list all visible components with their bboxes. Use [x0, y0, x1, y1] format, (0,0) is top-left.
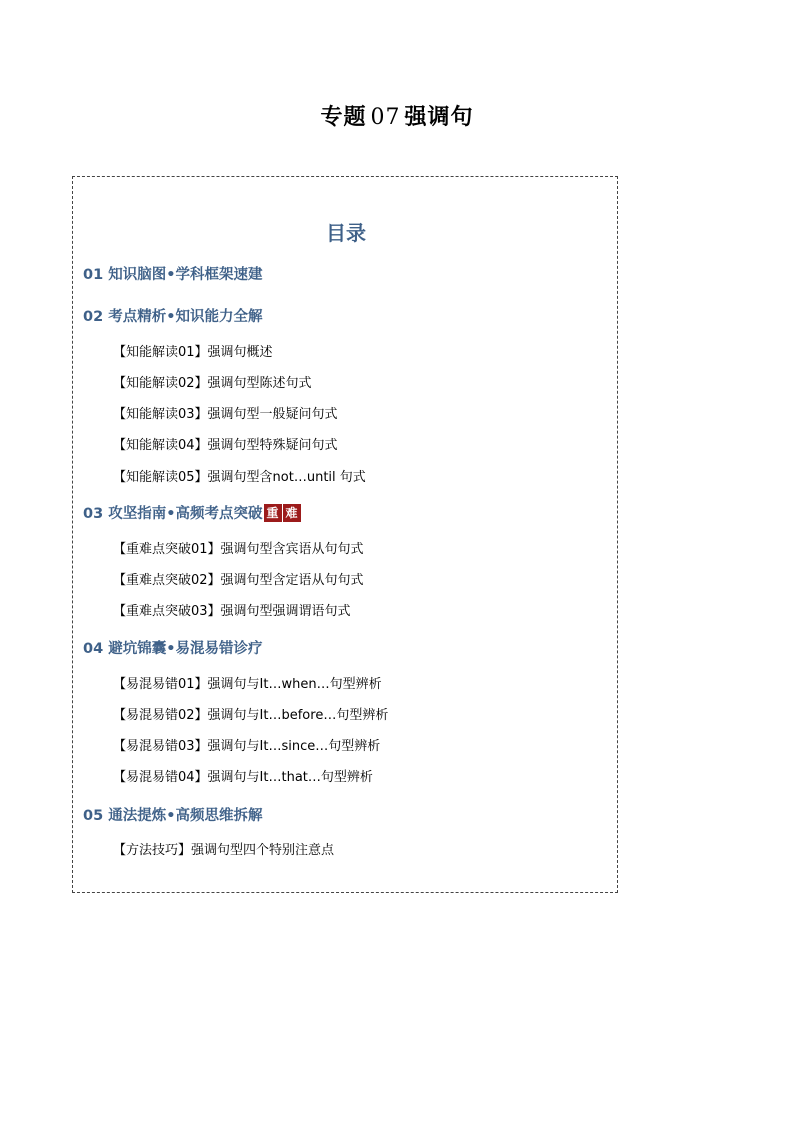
badge-zhong: 重 [264, 504, 282, 522]
toc-section-01[interactable]: 01 知识脑图•学科框架速建 [83, 267, 263, 283]
toc-item[interactable] [113, 704, 388, 723]
item-text: 强调句型四个特别注意点 [191, 843, 335, 858]
toc-box [72, 176, 618, 893]
item-text: 强调句与It…since…句型辨析 [207, 739, 381, 754]
item-text: 强调句概述 [207, 345, 273, 360]
item-tag: 【知能解读04】 [113, 438, 208, 453]
toc-item[interactable] [113, 341, 273, 360]
item-tag: 【知能解读05】 [113, 470, 208, 485]
item-text: 强调句型强调谓语句式 [220, 604, 351, 619]
title-number: 07 [370, 105, 401, 130]
toc-section-05[interactable]: 05 通法提炼•高频思维拆解 [83, 808, 263, 824]
item-tag: 【易混易错03】 [113, 739, 208, 754]
item-tag: 【重难点突破03】 [113, 604, 221, 619]
toc-item[interactable] [113, 766, 373, 785]
toc-item[interactable] [113, 839, 334, 858]
item-tag: 【知能解读01】 [113, 345, 208, 360]
toc-heading: 目录 [326, 221, 366, 245]
item-text: 强调句型陈述句式 [207, 376, 312, 391]
item-text: 强调句与It…that…句型辨析 [207, 770, 373, 785]
item-text: 强调句与It…before…句型辨析 [207, 708, 389, 723]
toc-item[interactable] [113, 372, 312, 391]
item-tag: 【方法技巧】 [113, 843, 192, 858]
item-tag: 【知能解读02】 [113, 376, 208, 391]
item-text: 强调句型特殊疑问句式 [207, 438, 338, 453]
item-text: 强调句型含宾语从句句式 [220, 542, 364, 557]
toc-section-04[interactable]: 04 避坑锦囊•易混易错诊疗 [83, 641, 263, 657]
toc-item[interactable] [113, 735, 380, 754]
toc-item[interactable] [113, 434, 338, 453]
badge-nan: 难 [283, 504, 301, 522]
item-text: 强调句型含定语从句句式 [220, 573, 364, 588]
toc-section-03[interactable] [83, 502, 301, 523]
toc-item[interactable] [113, 600, 351, 619]
toc-item[interactable] [113, 569, 364, 588]
item-tag: 【重难点突破01】 [113, 542, 221, 557]
toc-section-02[interactable]: 02 考点精析•知识能力全解 [83, 309, 263, 325]
toc-item[interactable] [113, 466, 366, 485]
toc-item[interactable] [113, 403, 338, 422]
toc-item[interactable] [113, 538, 364, 557]
item-text: 强调句型含not…until 句式 [207, 470, 366, 485]
item-text: 强调句与It…when…句型辨析 [207, 677, 382, 692]
page-title [0, 100, 794, 131]
item-text: 强调句型一般疑问句式 [207, 407, 338, 422]
title-suffix: 强调句 [404, 105, 474, 130]
item-tag: 【易混易错04】 [113, 770, 208, 785]
section-label: 03 攻坚指南•高频考点突破 [83, 506, 263, 522]
toc-item[interactable] [113, 673, 382, 692]
item-tag: 【知能解读03】 [113, 407, 208, 422]
title-prefix: 专题 [320, 105, 367, 130]
item-tag: 【重难点突破02】 [113, 573, 221, 588]
item-tag: 【易混易错01】 [113, 677, 208, 692]
item-tag: 【易混易错02】 [113, 708, 208, 723]
